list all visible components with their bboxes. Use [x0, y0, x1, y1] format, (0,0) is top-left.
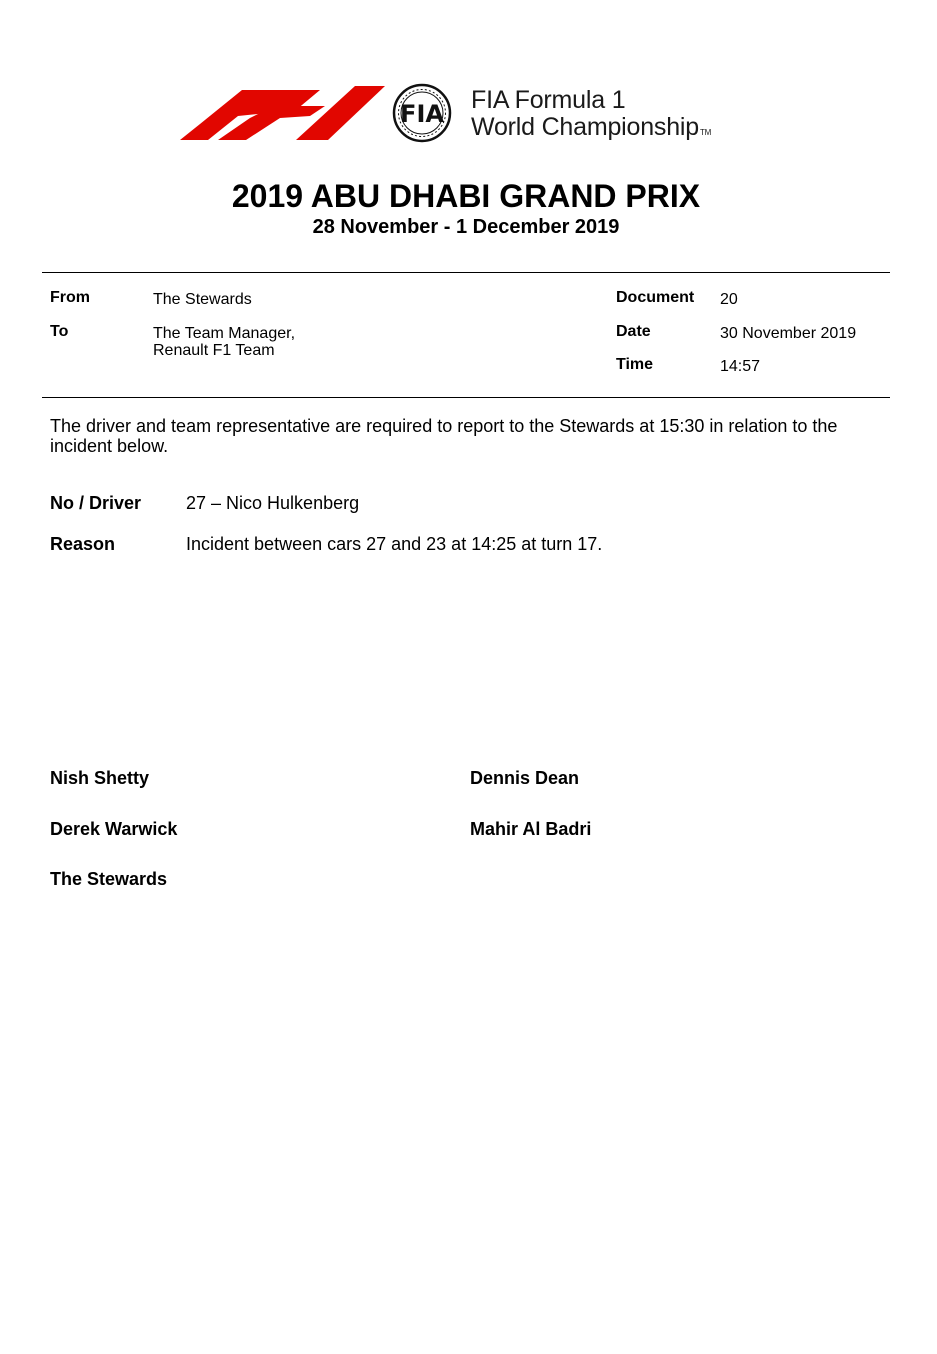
steward-name: Nish Shetty: [50, 768, 150, 788]
brand-line-2-text: World Championship: [471, 113, 699, 141]
event-dates: 28 November - 1 December 2019: [312, 216, 620, 238]
summons-text: The driver and team representative are required to report to the Stewards at 15:30 in relation to the incident below.: [50, 416, 838, 456]
steward-name: Dennis Dean: [470, 768, 580, 788]
to-value-line-1: The Team Manager,: [153, 325, 296, 342]
trademark: TM: [700, 128, 712, 137]
to-value-line-2: Renault F1 Team: [153, 342, 275, 359]
sign-off: The Stewards: [50, 869, 168, 889]
steward-name: Mahir Al Badri: [470, 819, 592, 839]
document-label: Document: [616, 289, 695, 306]
steward-name: Derek Warwick: [50, 819, 178, 839]
fia-logo-text: FIA: [400, 100, 444, 128]
date-value: 30 November 2019: [720, 325, 857, 342]
to-label: To: [50, 323, 69, 340]
driver-value: 27 – Nico Hulkenberg: [186, 493, 360, 513]
reason-label: Reason: [50, 534, 116, 554]
driver-label: No / Driver: [50, 493, 142, 513]
f1-logo: [180, 86, 385, 140]
time-value: 14:57: [720, 358, 761, 375]
event-title: 2019 ABU DHABI GRAND PRIX: [231, 178, 701, 214]
fia-logo: [379, 83, 465, 143]
top-divider: [42, 272, 890, 273]
bottom-divider: [42, 397, 890, 398]
from-label: From: [50, 289, 90, 306]
document-value: 20: [720, 291, 738, 308]
brand-line-2: [471, 113, 711, 142]
date-label: Date: [616, 323, 651, 340]
from-value: The Stewards: [153, 291, 252, 308]
brand-line-1: FIA Formula 1: [471, 86, 626, 114]
reason-value: Incident between cars 27 and 23 at 14:25 at turn 17.: [186, 534, 603, 554]
time-label: Time: [616, 356, 654, 373]
